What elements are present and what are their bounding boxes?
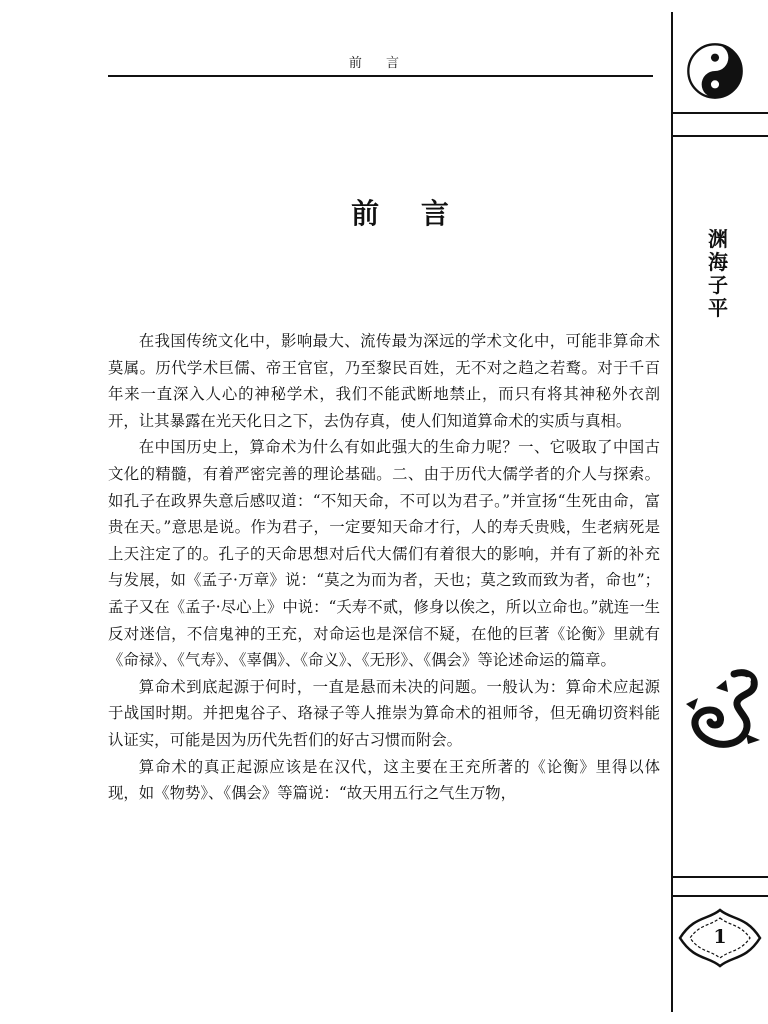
page-number: 1 [713, 926, 727, 948]
running-head: 前 言 [348, 56, 410, 71]
paragraph: 在中国历史上，算命术为什么有如此强大的生命力呢？一、它吸取了中国古文化的精髓，有着严密完善的理论基础。二、由于历代大儒学者的介人与探索。如孔子在政界失意后感叹道：“不知天命，不可以为君子。”并宣扬“生死由命，富贵在天。”意思是说。作为君子，一定要知天命才行，人的寿夭贵贱，生老病死是上天注定了的。孔子的天命思想对后代大儒们有着很大的影响，并有了新的补充与发展，如《孟子·万章》说：“莫之为而为者，天也；莫之致而致为者，命也”；孟子又在《孟子·尽心上》中说：“夭寿不贰，修身以俟之，所以立命也。”就连一生反对迷信，不信鬼神的王充，对命运也是深信不疑，在他的巨著《论衡》里就有《命禄》、《气寿》、《辜偶》、《命义》、《无形》、《偶会》等论述命运的篇章。 [108, 438, 660, 670]
margin-rule [671, 876, 768, 878]
body-text [108, 328, 660, 807]
dragon-icon [676, 664, 766, 752]
yin-yang-icon [686, 42, 744, 100]
page-title: 前 言 [351, 197, 465, 230]
margin-divider [671, 12, 673, 1012]
header-rule [108, 75, 653, 77]
side-book-title: 渊海子平 [708, 227, 728, 320]
paragraph: 在我国传统文化中，影响最大、流传最为深远的学术文化中，可能非算命术莫属。历代学术巨儒、帝王官宦，乃至黎民百姓，无不对之趋之若鹜。对于千百年来一直深入人心的神秘学术，我们不能武断地禁止，而只有将其神秘外衣剖开，让其暴露在光天化日之下，去伪存真，使人们知道算命术的实质与真相。 [108, 332, 660, 430]
paragraph: 算命术到底起源于何时，一直是悬而未决的问题。一般认为：算命术应起源于战国时期。并把鬼谷子、珞禄子等人推崇为算命术的祖师爷，但无确切资料能认证实，可能是因为历代先哲们的好古习惯而附会。 [108, 677, 660, 749]
margin-rule [671, 112, 768, 114]
margin-rule [671, 895, 768, 897]
margin-rule [671, 135, 768, 137]
paragraph: 算命术的真正起源应该是在汉代，这主要在王充所著的《论衡》里得以体现，如《物势》、《偶会》等篇说：“故天用五行之气生万物， [108, 757, 660, 803]
